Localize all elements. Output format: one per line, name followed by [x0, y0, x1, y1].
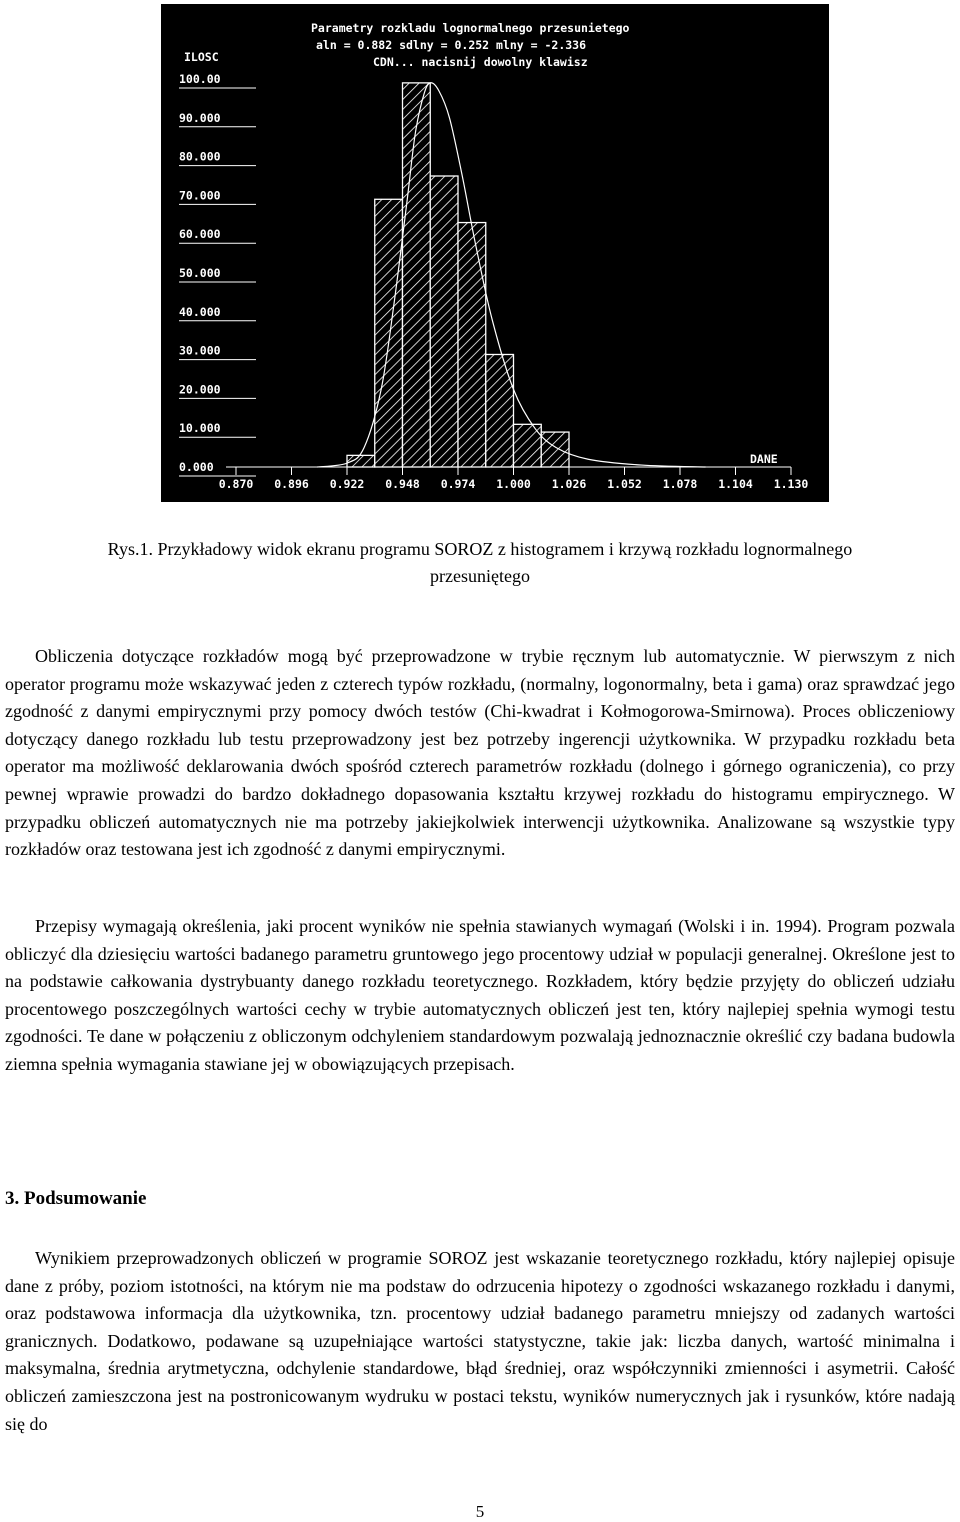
histogram-screenshot — [161, 4, 829, 502]
x-tick-label: 0.974 — [440, 477, 476, 491]
histogram-bar — [430, 176, 458, 467]
figure-header-line1: Parametry rozkladu lognormalnego przesunietego — [311, 21, 630, 35]
histogram-bar — [403, 83, 431, 467]
histogram-bar — [541, 432, 569, 467]
y-tick-label: 30.000 — [179, 343, 221, 358]
y-tick-label: 80.000 — [179, 149, 221, 164]
figure-header-line2: aln = 0.882 sdlny = 0.252 mlny = -2.336 — [316, 38, 587, 52]
paragraph-calculations: Obliczenia dotyczące rozkładów mogą być przeprowadzone w trybie ręcznym lub automatycznie. W pierwszym z nich operator programu może wskazywać jeden z czterech typów rozkładu, (normalny, logonormalny, beta i gama) oraz sprawdzać jego zgodność z danymi empirycznymi przy pomocy dwóch testów (Chi-kwadrat i Kołmogorowa-Smirnowa). Proces obliczeniowy dotyczący danego rozkładu lub testu przeprowadzony jest bez potrzeby ingerencji użytkownika. W przypadku rozkładu beta operator ma możliwość deklarowania dwóch spośród czterech parametrów rozkładu (dolnego i górnego ograniczenia), co przy pewnej wprawie prowadzi do bardzo dokładnego dopasowania kształtu krzywej rozkładu do histogramu empirycznego. W przypadku obliczeń automatycznych nie ma potrzeby jakiejkolwiek interwencji użytkownika. Analizowane są wszystkie typy rozkładów oraz testowana jest ich zgodność z danymi empirycznymi. — [5, 646, 955, 860]
y-tick-label: 100.00 — [179, 72, 221, 86]
y-tick-label: 60.000 — [179, 227, 221, 242]
histogram-bar — [486, 354, 514, 467]
x-tick-label: 1.026 — [551, 477, 587, 491]
figure-caption: Rys.1. Przykładowy widok ekranu programu SOROZ z histogramem i krzywą rozkładu lognormalnego przesuniętego — [107, 539, 853, 586]
y-tick-label: 70.000 — [179, 188, 221, 203]
paragraph-regulations: Przepisy wymagają określenia, jaki procent wyników nie spełnia stawianych wymagań (Wolski i in. 1994). Program pozwala obliczyć dla dziesięciu wartości badanego parametru gruntowego jego procentowy udział w populacji generalnej. Określone jest to na podstawie całkowania dystrybuanty danego rozkładu teoretycznego. Rozkładem, który będzie przyjęty do obliczeń udziału procentowego poszczególnych wartości cechy w trybie automatycznych obliczeń jest ten, który najlepiej spełnia wymogi testu zgodności. Te dane w połączeniu z obliczonym odchyleniem standardowym pozwalają jednoznacznie określić czy badana budowla ziemna spełnia wymagania stawiane jej w obowiązujących przepisach. — [5, 916, 955, 1074]
y-tick-label: 50.000 — [179, 266, 221, 280]
page-number: 5 — [475, 1502, 485, 1521]
histogram-chart — [161, 4, 829, 502]
y-tick-label: 20.000 — [179, 382, 221, 397]
y-tick-label: 0.000 — [179, 460, 214, 474]
x-tick-label: 0.948 — [385, 477, 420, 491]
x-tick-label: 0.922 — [329, 477, 365, 491]
y-tick-label: 40.000 — [179, 304, 221, 319]
y-tick-label: 90.000 — [179, 110, 221, 125]
y-axis-title: ILOSC — [184, 50, 219, 64]
paragraph-summary: Wynikiem przeprowadzonych obliczeń w programie SOROZ jest wskazanie teoretycznego rozkładu, który najlepiej opisuje dane z próby, poziom istotności, na którym nie ma podstaw do odrzucenia hipotezy o zgodności wskazanego rozkładu i danymi, oraz podstawowa informacja dla użytkownika, tzn. procentowy udział badanego parametru mniejszy od zadanych wartości granicznych. Dodatkowo, podawane są uzupełniające wartości statystyczne, takie jak: liczba danych, wartość minimalna i maksymalna, średnia arytmetyczna, odchylenie standardowe, błąd średniej, oraz współczynniki zmienności i asymetrii. Całość obliczeń zamieszczona jest na postronicowanym wydruku w postaci tekstu, wyników numerycznych jak i rysunków, które nadają się do — [5, 1248, 955, 1434]
figure-header-line3: CDN... nacisnij dowolny klawisz — [373, 55, 588, 69]
section-heading: 3. Podsumowanie — [5, 1188, 147, 1209]
histogram-bar — [375, 199, 403, 467]
x-tick-label: 1.052 — [607, 477, 642, 491]
x-tick-label: 1.078 — [662, 477, 698, 491]
x-tick-label: 0.870 — [218, 477, 254, 491]
histogram-bar — [458, 223, 486, 467]
x-tick-label: 0.896 — [274, 477, 309, 491]
x-tick-label: 1.130 — [773, 477, 809, 491]
x-tick-label: 1.104 — [718, 477, 753, 491]
y-tick-label: 10.000 — [179, 421, 221, 436]
x-tick-label: 1.000 — [496, 477, 531, 491]
x-axis-title: DANE — [750, 452, 778, 466]
